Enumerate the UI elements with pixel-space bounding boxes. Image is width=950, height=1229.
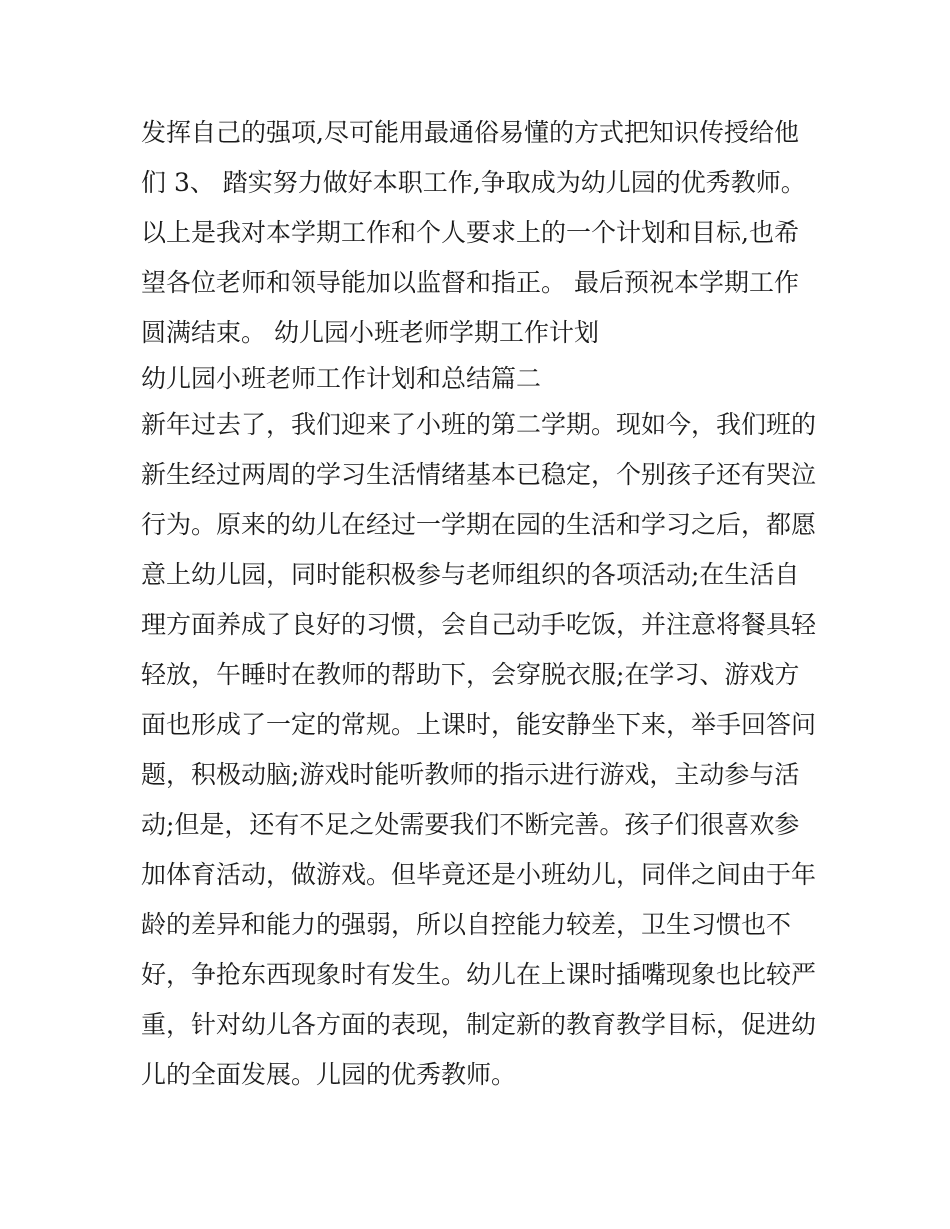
- body-line: 龄的差异和能力的强弱，所以自控能力较差，卫生习惯也不: [141, 910, 792, 939]
- body-line: 加体育活动，做游戏。但毕竟还是小班幼儿，同伴之间由于年: [141, 860, 817, 889]
- text-line: 们 3、 踏实努力做好本职工作,争取成为幼儿园的优秀教师。: [141, 168, 806, 197]
- body-line: 意上幼儿园，同时能积极参与老师组织的各项活动;在生活自: [141, 560, 800, 589]
- document-text: [141, 108, 821, 1100]
- body-line: 儿的全面发展。儿园的优秀教师。: [141, 1060, 517, 1089]
- text-line: 望各位老师和领导能加以监督和指正。 最后预祝本学期工作: [141, 268, 799, 297]
- body-line: 面也形成了一定的常规。上课时，能安静坐下来，举手回答问: [141, 710, 817, 739]
- body-line: 行为。原来的幼儿在经过一学期在园的生活和学习之后，都愿: [141, 510, 817, 539]
- text-line: 圆满结束。 幼儿园小班老师学期工作计划: [141, 318, 599, 347]
- section-title: 幼儿园小班老师工作计划和总结篇二: [141, 364, 542, 393]
- body-line: 理方面养成了良好的习惯，会自己动手吃饭，并注意将餐具轻: [141, 610, 817, 639]
- body-line: 新年过去了，我们迎来了小班的第二学期。现如今，我们班的: [141, 410, 817, 439]
- body-line: 轻放，午睡时在教师的帮助下，会穿脱衣服;在学习、游戏方: [141, 660, 800, 689]
- body-line: 题，积极动脑;游戏时能听教师的指示进行游戏，主动参与活: [141, 760, 800, 789]
- body-line: 重，针对幼儿各方面的表现，制定新的教育教学目标，促进幼: [141, 1010, 817, 1039]
- body-line: 好，争抢东西现象时有发生。幼儿在上课时插嘴现象也比较严: [141, 960, 817, 989]
- text-line: 发挥自己的强项,尽可能用最通俗易懂的方式把知识传授给他: [141, 118, 799, 147]
- text-line: 以上是我对本学期工作和个人要求上的一个计划和目标,也希: [141, 218, 799, 247]
- body-line: 动;但是，还有不足之处需要我们不断完善。孩子们很喜欢参: [141, 810, 800, 839]
- body-line: 新生经过两周的学习生活情绪基本已稳定，个别孩子还有哭泣: [141, 460, 817, 489]
